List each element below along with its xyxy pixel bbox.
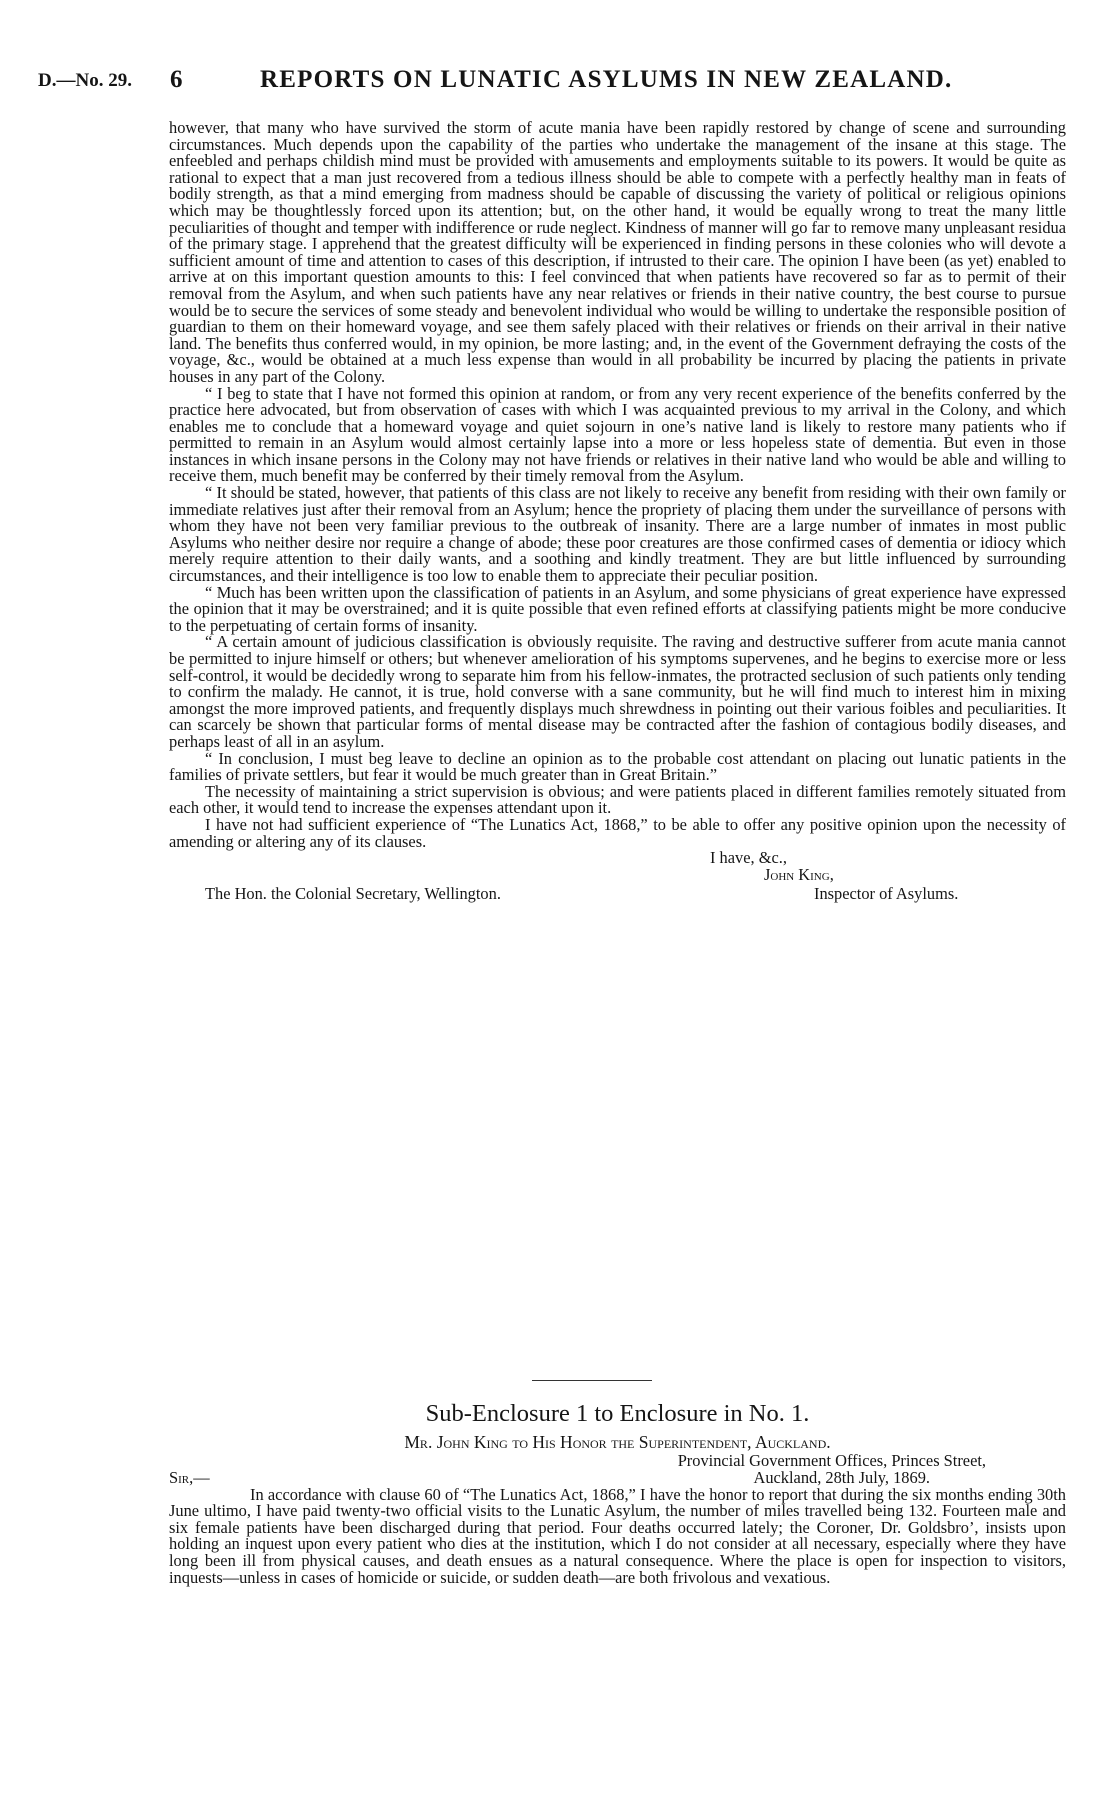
report-paragraph: “ Much has been written upon the classification of patients in an Asylum, and some physicians of great experience have expressed the opinion that it may be overstrained; and it is quite possible that even refined efforts at classifying patients might be more conducive to the perpetuating of certain forms of insanity.: [169, 582, 1066, 635]
letter-body: In accordance with clause 60 of “The Lunatics Act, 1868,” I have the honor to report that during the six months ending 30th June ultimo, I have paid twenty-two official visits to the Lunatic Asylum, the number of miles travelled being 132. Fourteen male and six female patients have been discharged during that period. Four deaths occurred lately; the Coroner, Dr. Goldsbro’, insists upon holding an inquest upon every patient who dies at the institution, which I do not consider at all necessary, especially where they have long been ill from physical causes, and death ensues as a natural consequence. Where the place is open for inspection to visitors, inquests—unless in cases of homicide or suicide, or sudden death—are both frivolous and vexatious.: [169, 1484, 1066, 1587]
salutation: Sir,—: [169, 1467, 210, 1487]
sub-enclosure-letter: [169, 1453, 1066, 1586]
sub-enclosure-subheading: Mr. John King to His Honor the Superintendent, Auckland.: [404, 1432, 831, 1452]
signer-title: Inspector of Asylums.: [814, 884, 959, 904]
section-divider: [532, 1380, 652, 1381]
letter-address: Provincial Government Offices, Princes Street,: [677, 1451, 986, 1470]
signer-line: [169, 867, 1066, 884]
signer-name: John King,: [764, 865, 834, 885]
report-paragraph: I have not had sufficient experience of “The Lunatics Act, 1868,” to be able to offer any positive opinion upon the necessity of amending or altering any of its clauses.: [169, 814, 1066, 851]
report-paragraph: “ In conclusion, I must beg leave to decline an opinion as to the probable cost attendant on placing out lunatic patients in the families of private settlers, but fear it would be much greater than in Great Britain.”: [169, 748, 1066, 785]
salutation-row: [169, 1467, 1066, 1487]
page-number: 6: [170, 66, 183, 93]
report-paragraph: “ It should be stated, however, that patients of this class are not likely to receive any benefit from residing with their own family or immediate relatives just after their removal from an Asylum; hence the propriety of placing them under the surveillance of persons with whom they have not been very familiar previous to the outbreak of insanity. There are a large number of inmates in most public Asylums who neither desire nor require a change of abode; these poor creatures are those confirmed cases of dementia or idiocy which merely require attention to their daily wants, and a soothing and kindly treatment. They are but little influenced by surrounding circumstances, and their intelligence is too low to enable them to appreciate their peculiar position.: [169, 483, 1066, 586]
addressee: The Hon. the Colonial Secretary, Wellington.: [205, 884, 501, 904]
report-paragraph: “ I beg to state that I have not formed this opinion at random, or from any very recent experience of the benefits conferred by the practice here advocated, but from observation of cases with which I was acquainted previous to my arrival in the Colony, and which enables me to conclude that a homeward voyage and quiet sojourn in one’s native land is likely to restore many patients who if permitted to remain in an Asylum would almost certainly lapse into a more or less hopeless state of dementia. But even in those instances in which insane persons in the Colony may not have friends or relatives in their native land who would be able and willing to receive them, much benefit may be conferred by their timely removal from the Asylum.: [169, 383, 1066, 486]
running-title: REPORTS ON LUNATIC ASYLUMS IN NEW ZEALAND.: [260, 66, 953, 93]
closing-line: [169, 850, 1066, 867]
report-paragraph: The necessity of maintaining a strict supervision is obvious; and were patients placed in different families remotely situated from each other, it would tend to increase the expenses attendant upon it.: [169, 781, 1066, 818]
document-number: D.—No. 29.: [38, 70, 132, 91]
report-body: [169, 120, 1066, 903]
report-paragraph: “ A certain amount of judicious classification is obviously requisite. The raving and destructive sufferer from acute mania cannot be permitted to injure himself or others; but whenever amelioration of his symptoms supervenes, and he begins to exercise more or less self-control, it would be decidedly wrong to separate him from his fellow-inmates, the protracted seclusion of such patients only tending to confirm the malady. He cannot, it is true, hold converse with a sane community, but he will find much to interest him in mixing amongst the more improved patients, and frequently displays much shrewdness in pointing out their various foibles and peculiarities. It can scarcely be shown that particular forms of mental disease may be contracted after the fashion of contagious bodily diseases, and perhaps least of all in an asylum.: [169, 632, 1066, 751]
addressee-line: [169, 886, 1066, 903]
report-paragraph: however, that many who have survived the storm of acute mania have been rapidly restored by change of scene and surrounding circumstances. Much depends upon the capability of the parties who undertake the management of the insane at this stage. The enfeebled and perhaps childish mind must be provided with amusements and employments suitable to its powers. It would be quite as rational to expect that a man just recovered from a tedious illness should be able to compete with a perfectly healthy man in feats of bodily strength, as that a mind emerging from madness should be capable of discussing the variety of political or religious opinions which may be thoughtlessly forced upon its attention; but, on the other hand, it would be equally wrong to treat the many little peculiarities of thought and temper with indifference or rude neglect. Kindness of manner will go far to remove many unpleasant residua of the primary stage. I apprehend that the greatest difficulty will be experienced in finding persons in these colonies who will devote a sufficient amount of time and attention to cases of this description, if intrusted to their care. The opinion I have been (as yet) enabled to arrive at on this important question amounts to this: I feel convinced that when patients have recovered so far as to permit of their removal from the Asylum, and when such patients have any near relatives or friends in their native country, the best course to pursue would be to secure the services of some steady and benevolent individual who would be willing to undertake the responsible position of guardian to them on their homeward voyage, and see them safely placed with their relatives or friends on their arrival in their native land. The benefits thus conferred would, in my opinion, be more lasting; and, in the event of the Government defraying the costs of the voyage, &c., would be obtained at a much less expense than would in all probability be incurred by placing the patients in private houses in any part of the Colony.: [169, 118, 1066, 386]
sub-enclosure-heading: Sub-Enclosure 1 to Enclosure in No. 1.: [425, 1400, 810, 1427]
closing-phrase: I have, &c.,: [710, 848, 787, 868]
letter-date: Auckland, 28th July, 1869.: [753, 1467, 930, 1487]
page-header: [38, 66, 1068, 100]
